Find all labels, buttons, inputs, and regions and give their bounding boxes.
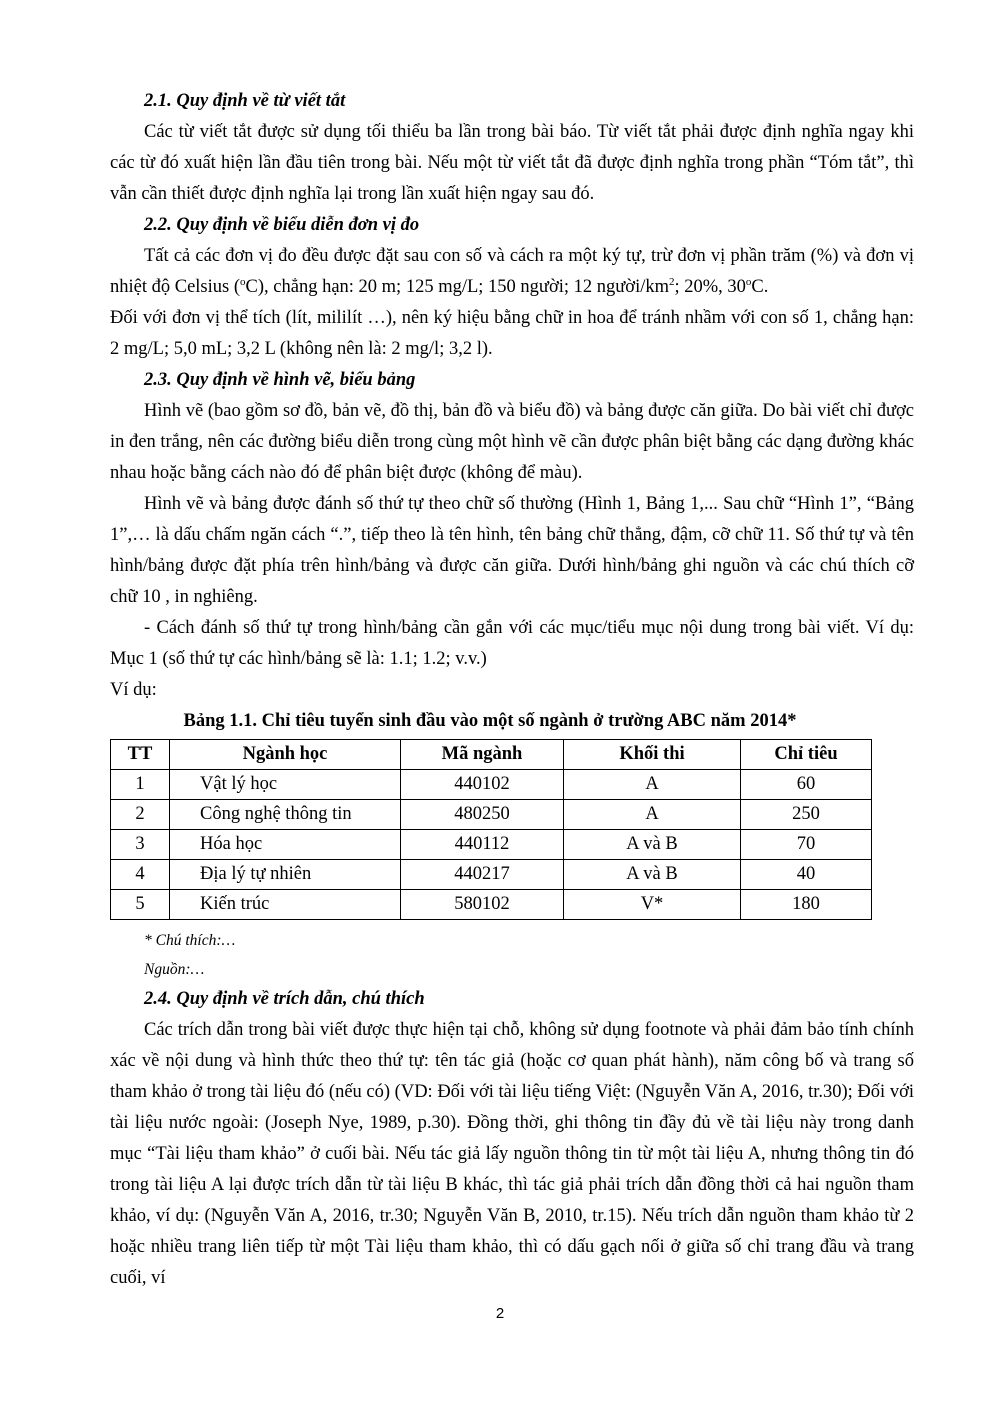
section-heading-2-3: 2.3. Quy định về hình vẽ, biểu bảng xyxy=(144,370,416,390)
table-row xyxy=(111,830,872,860)
table-note: * Chú thích:… xyxy=(144,932,236,949)
section-heading-2-1: 2.1. Quy định về từ viết tắt xyxy=(144,91,346,111)
header-exam-block: Khối thi xyxy=(564,740,741,770)
cell-exam-block: A và B xyxy=(564,830,741,860)
cell-major: Vật lý học xyxy=(170,770,401,800)
page-number: 2 xyxy=(495,1305,505,1322)
text-span: Tất cả các đơn vị đo đều được đặt sau con số và cách ra một ký tự, trừ đơn vị phần trăm (%) và đơn vị nhiệt độ Celsius ( xyxy=(110,246,914,297)
cell-tt: 3 xyxy=(111,830,170,860)
example-label: Ví dụ: xyxy=(110,680,157,700)
cell-major: Hóa học xyxy=(170,830,401,860)
admission-table xyxy=(110,739,872,920)
section-heading-2-2: 2.2. Quy định về biểu diễn đơn vị đo xyxy=(144,215,420,235)
header-code: Mã ngành xyxy=(401,740,564,770)
cell-major: Kiến trúc xyxy=(170,890,401,920)
text-span: C. xyxy=(751,277,769,297)
cell-tt: 4 xyxy=(111,860,170,890)
superscript: 2 xyxy=(668,275,675,288)
cell-code: 580102 xyxy=(401,890,564,920)
cell-code: 440112 xyxy=(401,830,564,860)
document-page xyxy=(110,86,914,1294)
table-row xyxy=(111,860,872,890)
paragraph-units xyxy=(110,241,914,303)
paragraph-volume-units: Đối với đơn vị thể tích (lít, mililít …), nên ký hiệu bằng chữ in hoa để tránh nhầm với con số 1, chẳng hạn: 2 mg/L; 5,0 mL; 3,2 L (không nên là: 2 mg/l; 3,2 l). xyxy=(110,308,914,359)
header-major: Ngành học xyxy=(170,740,401,770)
table-row xyxy=(111,770,872,800)
table-header-row xyxy=(111,740,872,770)
cell-exam-block: A và B xyxy=(564,860,741,890)
header-tt: TT xyxy=(111,740,170,770)
paragraph-figures: Hình vẽ (bao gồm sơ đồ, bản vẽ, đồ thị, bản đồ và biểu đồ) và bảng được căn giữa. Do bài viết chỉ được in đen trắng, nên các đường biểu diễn trong cùng một hình vẽ cần được phân biệt bằng các dạng đường khác nhau hoặc bằng cách nào đó để phân biệt được (không để màu). xyxy=(110,401,914,483)
cell-exam-block: V* xyxy=(564,890,741,920)
section-heading-2-4: 2.4. Quy định về trích dẫn, chú thích xyxy=(144,989,425,1009)
header-quota: Chỉ tiêu xyxy=(741,740,872,770)
cell-code: 480250 xyxy=(401,800,564,830)
paragraph-abbreviations: Các từ viết tắt được sử dụng tối thiểu ba lần trong bài báo. Từ viết tắt phải được định nghĩa ngay khi các từ đó xuất hiện lần đầu tiên trong bài. Nếu một từ viết tắt đã được định nghĩa trong phần “Tóm tắt”, thì vẫn cần thiết được định nghĩa lại trong lần xuất hiện ngay sau đó. xyxy=(110,122,914,204)
table-caption: Bảng 1.1. Chỉ tiêu tuyển sinh đầu vào một số ngành ở trường ABC năm 2014* xyxy=(183,711,797,731)
cell-tt: 2 xyxy=(111,800,170,830)
cell-exam-block: A xyxy=(564,800,741,830)
cell-exam-block: A xyxy=(564,770,741,800)
cell-quota: 250 xyxy=(741,800,872,830)
table-row xyxy=(111,890,872,920)
superscript: o xyxy=(745,275,752,288)
cell-major: Địa lý tự nhiên xyxy=(170,860,401,890)
paragraph-numbering: Hình vẽ và bảng được đánh số thứ tự theo chữ số thường (Hình 1, Bảng 1,... Sau chữ “Hình 1”, “Bảng 1”,… là dấu chấm ngăn cách “.”, tiếp theo là tên hình, tên bảng chữ thẳng, đậm, cỡ chữ 11. Số thứ tự và tên hình/bảng được đặt phía trên hình/bảng và được căn giữa. Dưới hình/bảng ghi nguồn và các chú thích cỡ chữ 10 , in nghiêng. xyxy=(110,494,914,607)
cell-quota: 40 xyxy=(741,860,872,890)
cell-code: 440217 xyxy=(401,860,564,890)
cell-tt: 5 xyxy=(111,890,170,920)
paragraph-numbering-rule: - Cách đánh số thứ tự trong hình/bảng cần gắn với các mục/tiểu mục nội dung trong bài viết. Ví dụ: Mục 1 (số thứ tự các hình/bảng sẽ là: 1.1; 1.2; v.v.) xyxy=(110,618,914,669)
paragraph-citations: Các trích dẫn trong bài viết được thực hiện tại chỗ, không sử dụng footnote và phải đảm bảo tính chính xác về nội dung và hình thức theo thứ tự: tên tác giả (hoặc cơ quan phát hành), năm công bố và trang số tham khảo ở trong tài liệu đó (nếu có) (VD: Đối với tài liệu tiếng Việt: (Nguyễn Văn A, 2016, tr.30); Đối với tài liệu nước ngoài: (Joseph Nye, 1989, p.30). Đồng thời, ghi thông tin đầy đủ về tài liệu này trong danh mục “Tài liệu tham khảo” ở cuối bài. Nếu tác giả lấy nguồn thông tin từ một tài liệu A, nhưng thông tin đó trong tài liệu A lại được trích dẫn từ tài liệu B khác, thì tác giả phải trích dẫn đồng thời cả hai nguồn tham khảo, ví dụ: (Nguyễn Văn A, 2016, tr.30; Nguyễn Văn B, 2010, tr.15). Nếu trích dẫn nguồn tham khảo từ 2 hoặc nhiều trang liên tiếp từ một Tài liệu tham khảo, thì có dấu gạch nối ở giữa số chỉ trang đầu và trang cuối, ví xyxy=(110,1020,914,1288)
text-span: C), chẳng hạn: 20 m; 125 mg/L; 150 người; 12 người/km xyxy=(245,277,669,297)
cell-quota: 180 xyxy=(741,890,872,920)
cell-code: 440102 xyxy=(401,770,564,800)
cell-major: Công nghệ thông tin xyxy=(170,800,401,830)
cell-quota: 60 xyxy=(741,770,872,800)
superscript: o xyxy=(240,275,246,288)
cell-tt: 1 xyxy=(111,770,170,800)
text-span: ; 20%, 30 xyxy=(674,277,746,297)
table-source: Nguồn:… xyxy=(144,961,205,978)
cell-quota: 70 xyxy=(741,830,872,860)
table-row xyxy=(111,800,872,830)
